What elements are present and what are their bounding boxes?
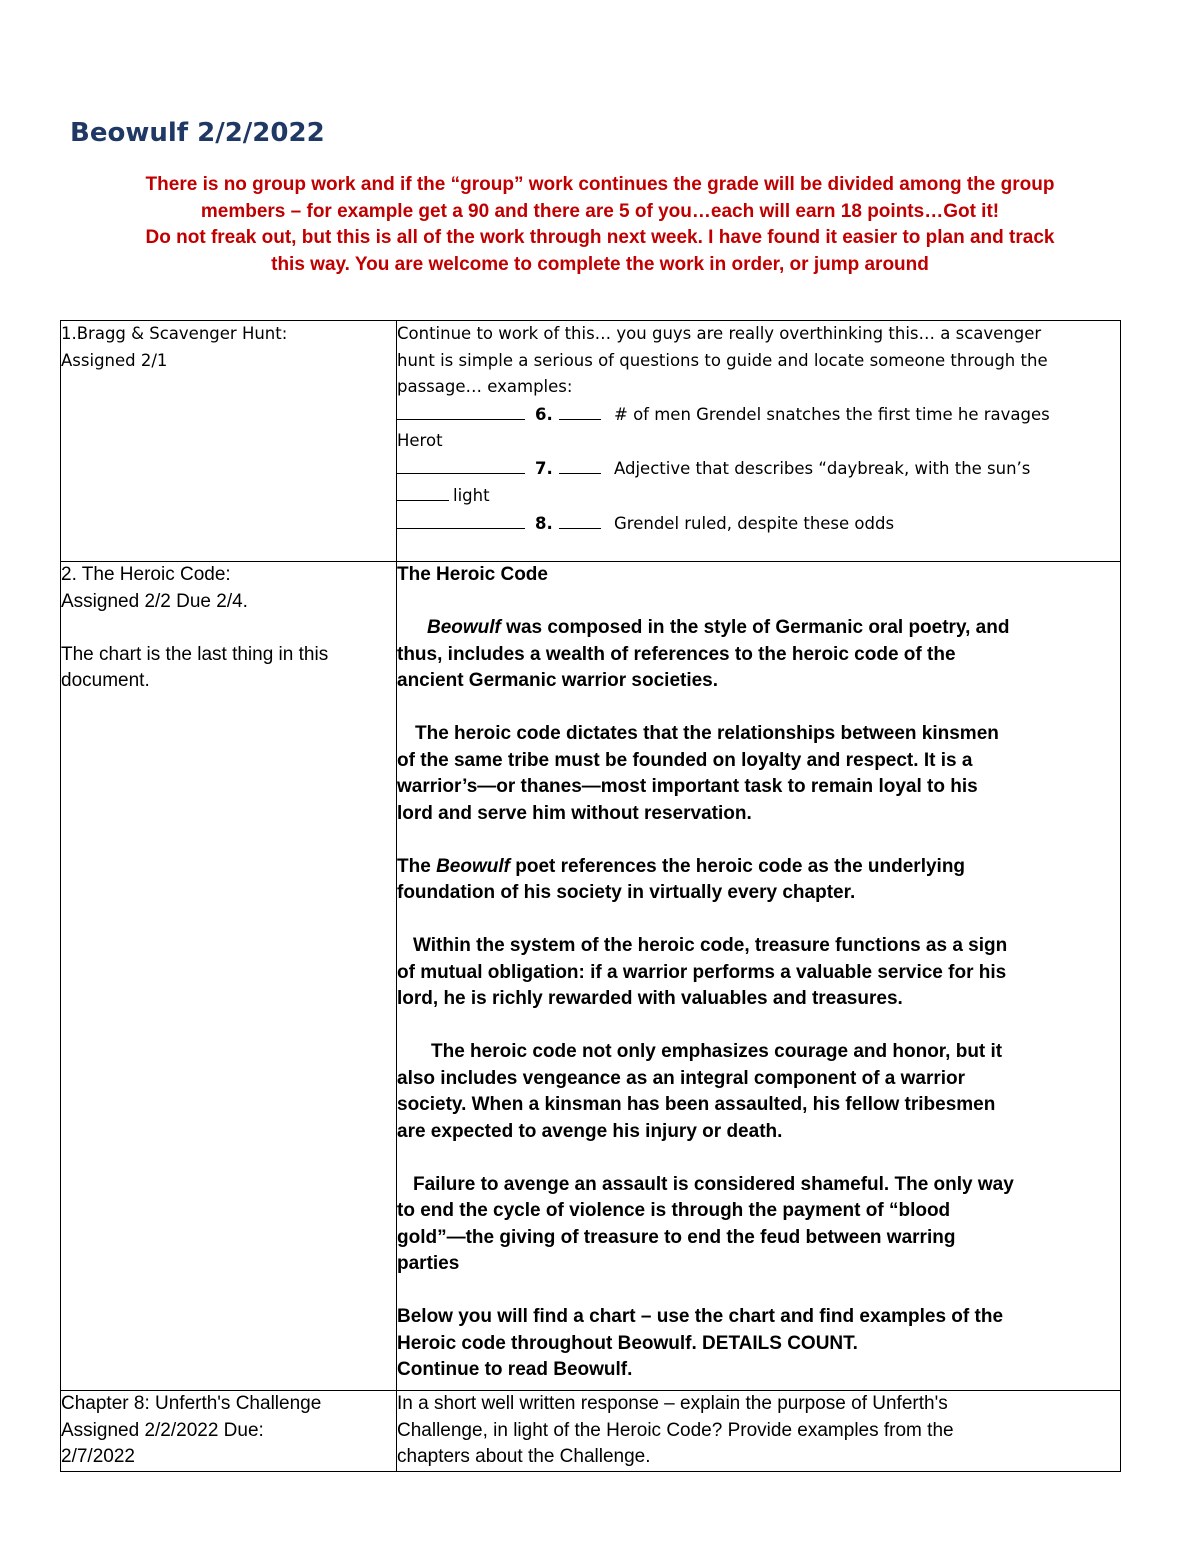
paragraph-line: lord and serve him without reservation. [397, 802, 752, 824]
heroic-note-line: document. [61, 670, 150, 691]
bragg-label-line: 1.Bragg & Scavenger Hunt: [61, 324, 288, 343]
italic-title: Beowulf [436, 855, 510, 877]
paragraph-line: warrior’s—or thanes—most important task to remain loyal to his [397, 776, 978, 797]
example-number: 7. [535, 458, 553, 478]
table-row-bragg [61, 321, 1121, 562]
example-continuation-line [397, 482, 1120, 510]
notice-line: There is no group work and if the “group” work continues the grade will be divided among the group [145, 174, 1055, 195]
page-title: Beowulf 2/2/2022 [70, 118, 325, 148]
example-item-7 [397, 455, 1120, 483]
table-row-heroic-code [61, 562, 1121, 1391]
unferth-label-line: 2/7/2022 [61, 1446, 135, 1467]
answer-blank [397, 455, 525, 474]
paragraph-line: thus, includes a wealth of references to the heroic code of the [397, 643, 956, 665]
example-continuation: Herot [397, 431, 443, 450]
heroic-paragraph-5 [397, 1039, 1120, 1145]
paragraph-line: also includes vengeance as an integral component of a warrior [397, 1067, 966, 1089]
bragg-intro-line: hunt is simple a serious of questions to guide and locate someone through the [397, 350, 1048, 370]
example-number: 8. [535, 513, 553, 533]
unferth-text-line: Challenge, in light of the Heroic Code? Provide examples from the [397, 1419, 954, 1441]
example-item-6 [397, 401, 1120, 429]
paragraph-line: gold”—the giving of treasure to end the feud between warring [397, 1226, 956, 1248]
unferth-label-cell [61, 1391, 397, 1472]
bragg-label-cell [61, 321, 397, 562]
heroic-note-line: The chart is the last thing in this [61, 643, 329, 665]
notice-text [60, 172, 1140, 278]
bragg-label-line: Assigned 2/1 [61, 350, 168, 370]
unferth-text-line: chapters about the Challenge. [397, 1446, 651, 1467]
paragraph-line: was composed in the style of Germanic oral poetry, and [500, 617, 1010, 638]
paragraph-line: Heroic code throughout Beowulf. DETAILS COUNT. [397, 1332, 858, 1354]
paragraph-line: of mutual obligation: if a warrior performs a valuable service for his [397, 961, 1007, 983]
answer-blank [397, 401, 525, 420]
unferth-content-cell [397, 1391, 1121, 1472]
example-text: Grendel ruled, despite these odds [614, 513, 895, 533]
heroic-paragraph-6 [397, 1172, 1120, 1278]
paragraph-line: The heroic code dictates that the relationships between kinsmen [415, 723, 999, 744]
paragraph-line: ancient Germanic warrior societies. [397, 670, 719, 691]
answer-blank [559, 510, 601, 529]
table-row-unferth [61, 1391, 1121, 1472]
paragraph-line: foundation of his society in virtually every chapter. [397, 882, 856, 903]
bragg-intro-line: Continue to work of this… you guys are really overthinking this… a scavenger [397, 324, 1042, 343]
heroic-label-cell [61, 562, 397, 1391]
example-text: # of men Grendel snatches the first time he ravages [614, 404, 1050, 424]
paragraph-line: of the same tribe must be founded on loyalty and respect. It is a [397, 749, 973, 771]
heroic-label-line: Assigned 2/2 Due 2/4. [61, 590, 248, 612]
answer-blank [397, 482, 449, 501]
heroic-label-line: 2. The Heroic Code: [61, 564, 231, 585]
paragraph-line: The heroic code not only emphasizes courage and honor, but it [431, 1041, 1003, 1062]
answer-blank [397, 510, 525, 529]
answer-blank [559, 455, 601, 474]
example-number: 6. [535, 404, 553, 424]
unferth-label-line: Assigned 2/2/2022 Due: [61, 1419, 264, 1441]
paragraph-line: lord, he is richly rewarded with valuables and treasures. [397, 988, 903, 1009]
notice-line: this way. You are welcome to complete the work in order, or jump around [271, 253, 929, 275]
heroic-paragraph-1 [397, 615, 1120, 695]
heroic-paragraph-4 [397, 933, 1120, 1013]
bragg-content-cell [397, 321, 1121, 562]
heroic-paragraph-2 [397, 721, 1120, 827]
answer-blank [559, 401, 601, 420]
heroic-content-cell [397, 562, 1121, 1391]
unferth-text-line: In a short well written response – explain the purpose of Unferth's [397, 1393, 948, 1414]
paragraph-line: to end the cycle of violence is through the payment of “blood [397, 1200, 951, 1221]
heroic-heading: The Heroic Code [397, 564, 548, 585]
paragraph-line: parties [397, 1253, 460, 1274]
paragraph-text: The [397, 855, 437, 877]
example-continuation: light [453, 486, 490, 505]
italic-title: Beowulf [427, 617, 501, 638]
paragraph-line: are expected to avenge his injury or death. [397, 1120, 783, 1142]
assignment-table [60, 320, 1121, 1472]
unferth-label-line: Chapter 8: Unferth's Challenge [61, 1393, 322, 1414]
heroic-paragraph-7 [397, 1304, 1120, 1384]
notice-line: Do not freak out, but this is all of the work through next week. I have found it easier to plan and track [145, 227, 1055, 248]
paragraph-line: Failure to avenge an assault is considered shameful. The only way [413, 1173, 1014, 1195]
paragraph-line: poet references the heroic code as the underlying [509, 855, 966, 877]
paragraph-line: Within the system of the heroic code, treasure functions as a sign [413, 935, 1008, 956]
heroic-paragraph-3 [397, 854, 1120, 907]
notice-line: members – for example get a 90 and there are 5 of you…each will earn 18 points…Got it! [200, 200, 1000, 222]
example-text: Adjective that describes “daybreak, with the sun’s [614, 458, 1031, 478]
bragg-intro-line: passage… examples: [397, 377, 573, 396]
paragraph-line: Below you will find a chart – use the chart and find examples of the [397, 1306, 1004, 1327]
paragraph-line: society. When a kinsman has been assaulted, his fellow tribesmen [397, 1094, 996, 1115]
paragraph-line: Continue to read Beowulf. [397, 1359, 633, 1380]
example-item-8 [397, 510, 1120, 538]
